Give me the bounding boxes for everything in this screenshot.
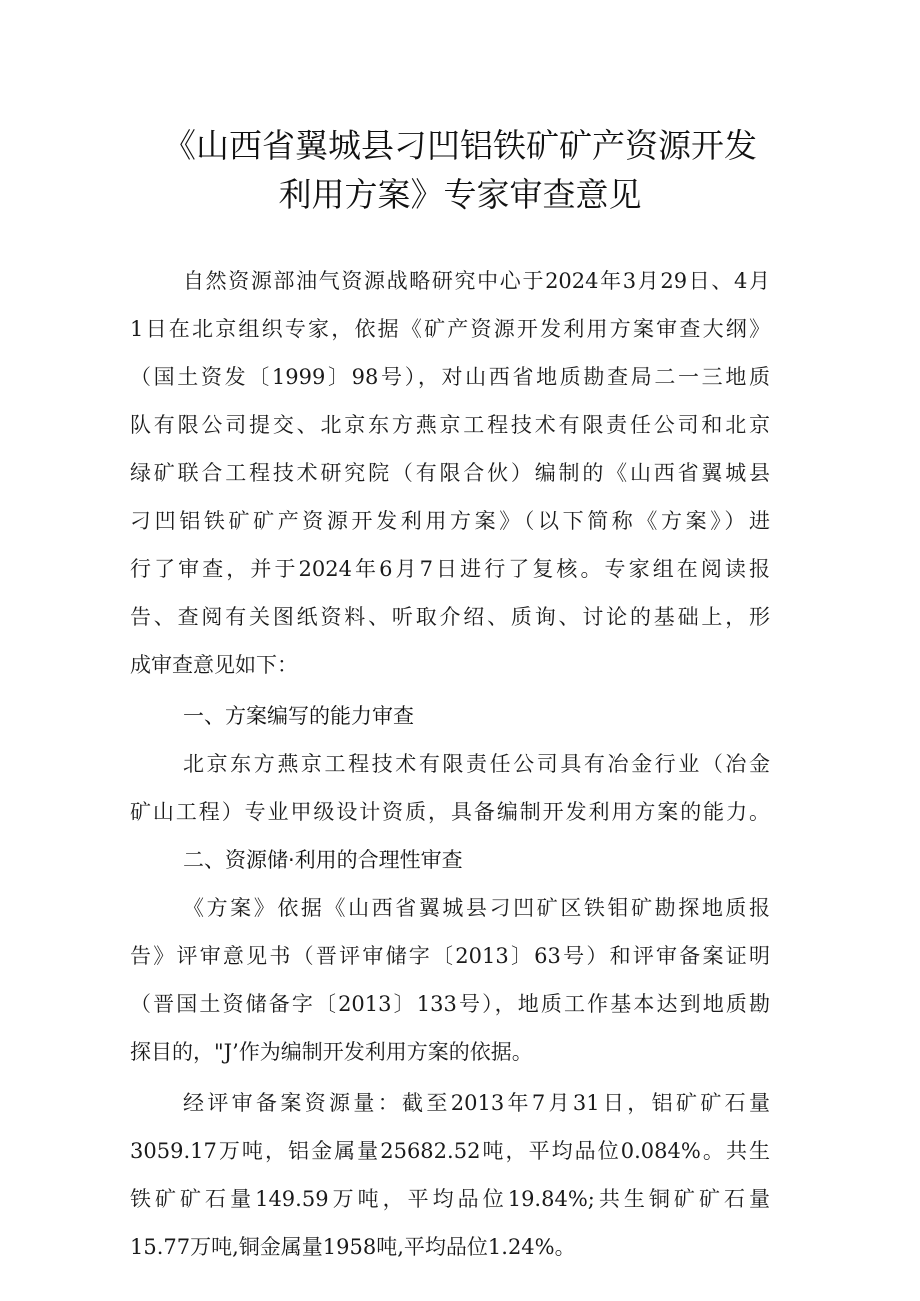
document-title-line-1: 《山西省翼城县刁凹铝铁矿矿产资源开发	[163, 126, 757, 165]
section-2-para-2-line-1: 经评审备案资源量：截至2013年7月31日，铝矿矿石量	[183, 1091, 770, 1115]
section-2-para-2-line-3: 铁矿矿石量149.59万吨，平均品位19.84%;共生铜矿矿石量	[130, 1187, 770, 1211]
document-title-line-2: 利用方案》专家审查意见	[278, 175, 642, 214]
section-2-heading: 二、资源储·利用的合理性审查	[183, 848, 463, 872]
section-2-para-2-line-4: 15.77万吨,铜金属量1958吨,平均品位1.24%。	[130, 1235, 576, 1259]
intro-line-8: 告、查阅有关图纸资料、听取介绍、质询、讨论的基础上，形	[130, 605, 770, 629]
intro-line-3: （国土资发〔1999〕98号），对山西省地质勘查局二一三地质	[130, 365, 770, 389]
section-2-para-1-line-1: 《方案》依据《山西省翼城县刁凹矿区铁钼矿勘探地质报	[183, 896, 770, 920]
section-2-para-1-line-2: 告》评审意见书（晋评审储字〔2013〕63号）和评审备案证明	[130, 944, 770, 968]
intro-line-4: 队有限公司提交、北京东方燕京工程技术有限责任公司和北京	[130, 413, 770, 437]
intro-line-5: 绿矿联合工程技术研究院（有限合伙）编制的《山西省翼城县	[130, 461, 770, 485]
section-2-para-2-line-2: 3059.17万吨，铝金属量25682.52吨，平均品位0.084%。共生	[130, 1139, 770, 1163]
section-2-para-1-line-3: （晋国土资储备字〔2013〕133号），地质工作基本达到地质勘	[130, 992, 770, 1016]
section-1-heading: 一、方案编写的能力审查	[183, 704, 414, 728]
section-2-para-1-line-4: 探目的，"J’作为编制开发利用方案的依据。	[130, 1040, 533, 1064]
section-1-line-2: 矿山工程）专业甲级设计资质，具备编制开发利用方案的能力。	[130, 800, 770, 824]
intro-line-9: 成审查意见如下：	[130, 653, 298, 677]
intro-line-1: 自然资源部油气资源战略研究中心于2024年3月29日、4月	[183, 269, 770, 293]
intro-line-6: 刁凹铝铁矿矿产资源开发利用方案》（以下简称《方案》）进	[130, 509, 770, 533]
intro-line-2: 1日在北京组织专家，依据《矿产资源开发利用方案审查大纲》	[130, 317, 770, 341]
intro-line-7: 行了审查，并于2024年6月7日进行了复核。专家组在阅读报	[130, 557, 770, 581]
section-1-line-1: 北京东方燕京工程技术有限责任公司具有冶金行业（冶金	[183, 752, 770, 776]
